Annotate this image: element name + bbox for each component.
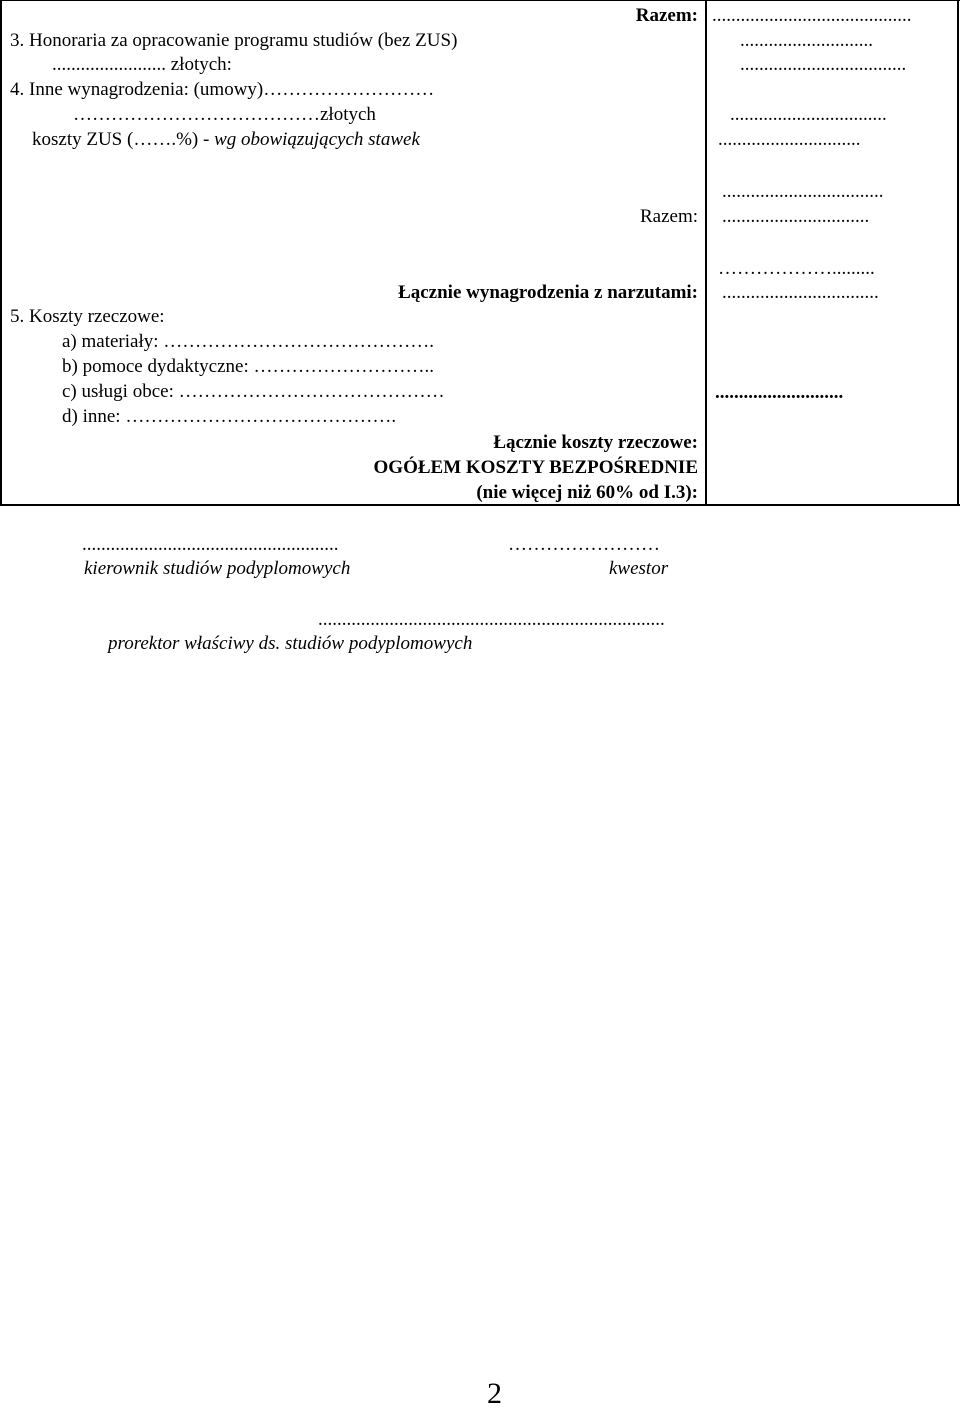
item-4-line-2: …………………………………złotych	[73, 104, 376, 125]
table-border-bottom	[0, 504, 960, 506]
signature-label-kierownik: kierownik studiów podyplomowych	[84, 558, 351, 579]
zus-costs-rate-note: wg obowiązujących stawek	[214, 129, 420, 150]
page-number: 2	[487, 1377, 502, 1410]
value-field-1: ..........................................	[712, 5, 912, 26]
value-field-9: .................................	[722, 282, 879, 303]
item-3-line-1: 3. Honoraria za opracowanie programu studiów (bez ZUS)	[10, 30, 458, 51]
razem-label-2: Razem:	[639, 206, 698, 227]
signature-dots-kwestor: ……………………	[508, 534, 660, 555]
item-3-line-2: ........................ złotych:	[52, 54, 232, 75]
item-4-line-1: 4. Inne wynagrodzenia: (umowy)………………………	[10, 79, 435, 100]
value-field-8: ……………….........	[718, 258, 875, 279]
table-column-divider	[705, 0, 707, 506]
total-salaries-label: Łącznie wynagrodzenia z narzutami:	[398, 282, 698, 303]
signature-dots-kierownik: ......................................................	[82, 534, 339, 555]
table-border-right	[957, 0, 959, 506]
table-border-top	[0, 0, 960, 1]
signature-label-kwestor: kwestor	[609, 558, 669, 579]
table-border-left	[0, 0, 2, 506]
value-field-5: ..............................	[718, 129, 861, 150]
value-field-10: ...........................	[715, 382, 844, 403]
value-field-4: .................................	[730, 104, 887, 125]
razem-label-1: Razem:	[635, 5, 698, 26]
value-field-6: ..................................	[722, 181, 884, 202]
total-direct-costs-label: OGÓŁEM KOSZTY BEZPOŚREDNIE	[373, 457, 698, 478]
item-5-label: 5. Koszty rzeczowe:	[10, 306, 165, 327]
total-material-costs-label: Łącznie koszty rzeczowe:	[493, 432, 698, 453]
zus-costs-line	[32, 129, 420, 151]
item-5d: d) inne: …………………………………….	[62, 406, 397, 427]
value-field-2: ............................	[740, 30, 873, 51]
value-field-3: ...................................	[740, 54, 907, 75]
item-5b: b) pomoce dydaktyczne: ………………………..	[62, 356, 435, 377]
signature-label-prorektor: prorektor właściwy ds. studiów podyplomowych	[108, 633, 473, 654]
item-5c: c) usługi obce: ……………………………………	[62, 381, 445, 402]
value-field-7: ...............................	[722, 206, 870, 227]
item-5a: a) materiały: …………………………………….	[62, 331, 435, 352]
max-60-percent-note: (nie więcej niż 60% od I.3):	[476, 482, 698, 503]
signature-dots-prorektor: .........................................................................	[318, 609, 665, 630]
zus-costs-prefix: koszty ZUS (…….%) -	[32, 129, 215, 150]
